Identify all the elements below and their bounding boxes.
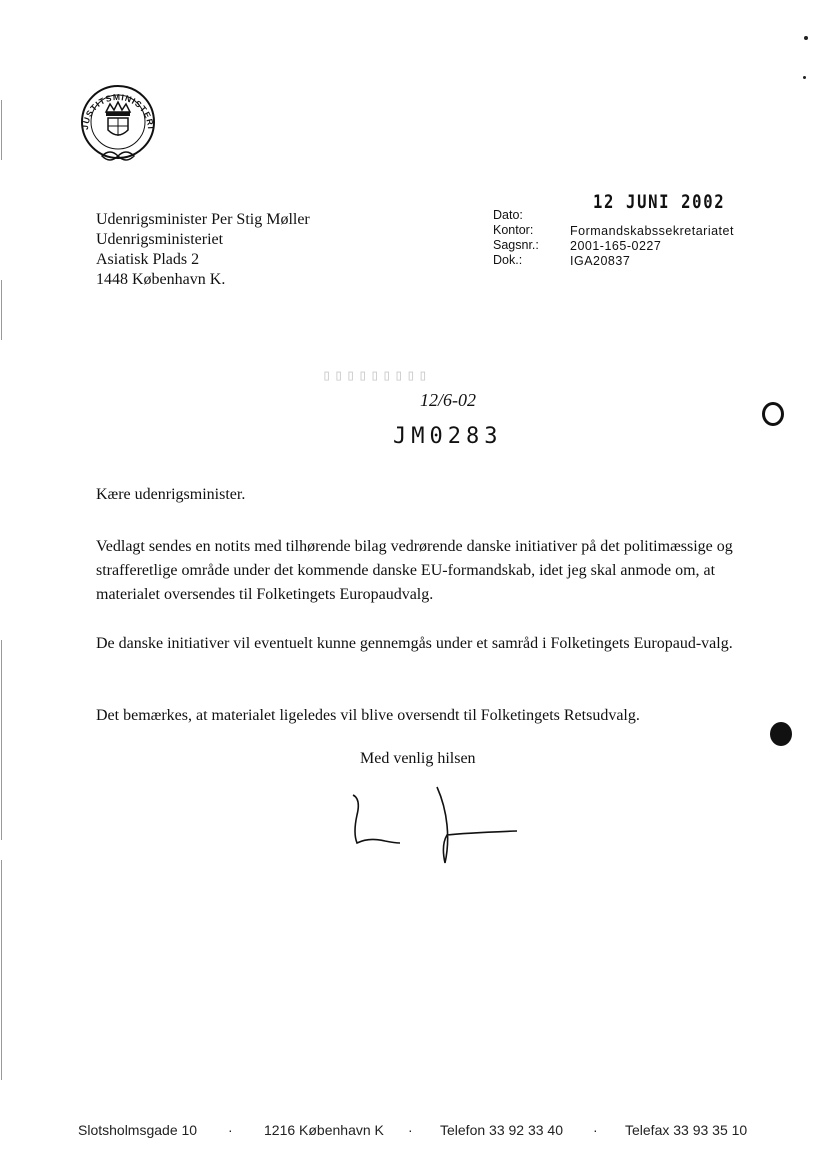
footer-phone: Telefon 33 92 33 40 bbox=[440, 1122, 563, 1138]
scan-edge-mark bbox=[1, 640, 2, 840]
footer-address: Slotsholmsgade 10 bbox=[78, 1122, 198, 1138]
scan-edge-mark bbox=[1, 100, 2, 160]
recipient-street: Asiatisk Plads 2 bbox=[96, 251, 200, 268]
date-stamp: 12 JUNI 2002 bbox=[593, 191, 726, 213]
office-label: Kontor: bbox=[493, 223, 534, 237]
scan-speck bbox=[803, 76, 806, 79]
scan-edge-mark bbox=[1, 280, 2, 340]
scan-edge-mark bbox=[1, 860, 2, 1080]
letter-paragraph: De danske initiativer vil eventuelt kunne gennemgås under et samråd i Folketingets Europaud-valg. bbox=[96, 635, 733, 652]
punch-hole bbox=[762, 402, 784, 426]
document-value: IGA20837 bbox=[570, 254, 631, 268]
letter-paragraph: Det bemærkes, at materialet ligeledes vil blive oversendt til Folketingets Retsudvalg. bbox=[96, 707, 640, 724]
recipient-city: 1448 København K. bbox=[96, 271, 226, 288]
letter-closing: Med venlig hilsen bbox=[360, 750, 476, 767]
recipient-address bbox=[96, 210, 310, 290]
handwritten-signature bbox=[345, 785, 525, 870]
reference-values bbox=[570, 224, 734, 269]
faded-received-stamp: ▯▯▯▯▯▯▯▯▯ bbox=[322, 366, 431, 384]
footer-fax: Telefax 33 93 35 10 bbox=[625, 1122, 748, 1138]
recipient-name: Udenrigsminister Per Stig Møller bbox=[96, 211, 310, 228]
footer-separator: · bbox=[593, 1122, 598, 1138]
punch-hole bbox=[770, 722, 792, 746]
letter-greeting: Kære udenrigsminister. bbox=[96, 486, 246, 503]
office-value: Formandskabssekretariatet bbox=[570, 224, 734, 238]
ministry-seal-logo bbox=[72, 78, 164, 170]
scan-speck bbox=[804, 36, 808, 40]
case-number-label: Sagsnr.: bbox=[493, 238, 539, 252]
letter-paragraph: Vedlagt sendes en notits med tilhørende bilag vedrørende danske initiativer på det politimæssige og strafferetlige område under det kommende danske EU-formandskab, idet jeg skal anmode om, at materialet oversendes til Folketingets Europaudvalg. bbox=[96, 538, 733, 603]
letter-footer bbox=[78, 1122, 758, 1142]
case-number-value: 2001-165-0227 bbox=[570, 239, 662, 253]
reference-labels bbox=[493, 208, 539, 268]
footer-separator: · bbox=[228, 1122, 233, 1138]
journal-number-stamp: JM0283 bbox=[393, 424, 503, 449]
handwritten-date: 12/6-02 bbox=[420, 390, 476, 410]
footer-separator: · bbox=[408, 1122, 413, 1138]
date-label: Dato: bbox=[493, 208, 523, 222]
recipient-organisation: Udenrigsministeriet bbox=[96, 231, 224, 248]
svg-text:JUSTITSMINISTERIET: JUSTITSMINISTERI bbox=[79, 91, 157, 131]
document-label: Dok.: bbox=[493, 253, 523, 267]
footer-postal: 1216 København K bbox=[264, 1122, 384, 1138]
